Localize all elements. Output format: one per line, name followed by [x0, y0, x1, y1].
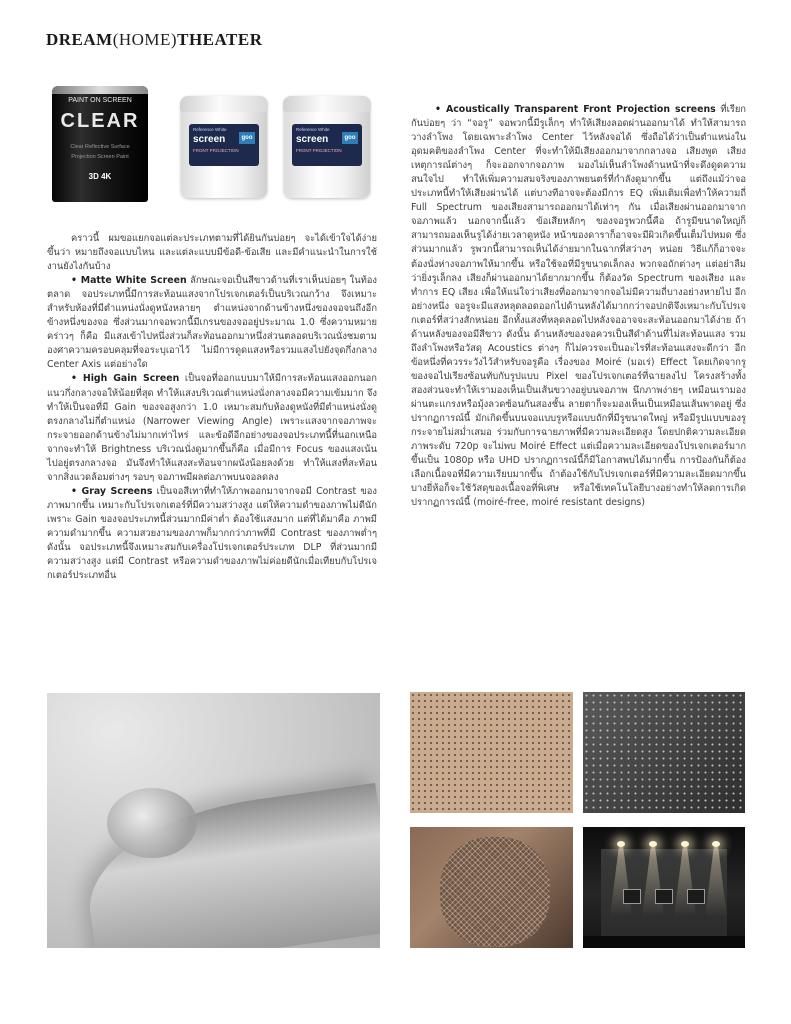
- jar-label-line3: FRONT PROJECTION: [193, 148, 239, 153]
- jar-lid: [180, 96, 268, 112]
- can-rim: [52, 86, 148, 94]
- right-column: [411, 103, 746, 510]
- theater-room-photo: [583, 827, 745, 948]
- room-floor: [583, 936, 745, 948]
- wall-speaker: [687, 889, 705, 904]
- can-subtitle-2: Projection Screen Paint: [71, 154, 129, 160]
- can-subtitle: Clear Reflective Surface: [70, 144, 130, 150]
- gray-screens-paragraph: [47, 485, 377, 583]
- acoustic-heading: • Acoustically Transparent Front Projection screens: [435, 104, 716, 115]
- masthead-dream: DREAM: [46, 30, 113, 49]
- matte-white-paragraph: [47, 274, 377, 372]
- fabric-curl-highlight: [107, 788, 197, 858]
- high-gain-heading: • High Gain Screen: [71, 373, 180, 385]
- jar-label-line2: screen: [296, 134, 329, 145]
- perforated-screen-light-photo: [410, 692, 573, 813]
- gray-screens-text: เป็นจอสีเทาที่ทำให้ภาพออกมาจากจอมี Contrast ของภาพมากขึ้น เหมาะกับโปรเจกเตอร์ที่มีความสว่างสูง แต่ให้ความดำของภาพไม่ดีนัก เพราะ Gain ของจอประเภทนี้ส่วนมากมีค่าต่ำ ต้องใช้แสงมาก แต่ที่ได้มาคือ ภาพมีความดำมากขึ้น ความสวยงามของภาพก็มากกว่าภาพที่มี Contrast ของภาพต่ำๆ ดังนั้น จอประเภทนี้จึงเหมาะสมกับเครื่องโปรเจกเตอร์ประเภท DLP ที่ส่วนมากมีความสว่างสูง แต่มี Contrast หรือความดำของภาพไม่ค่อยดีนักเมื่อเทียบกับโปรเจกเตอร์ประเภทอื่น: [47, 485, 377, 582]
- goo-logo: goo: [342, 132, 358, 144]
- jar-label-line1: Reference White: [296, 127, 330, 132]
- high-gain-paragraph: [47, 372, 377, 484]
- matte-white-text: ลักษณะจอเป็นสีขาวด้านที่เราเห็นบ่อยๆ ในท้องตลาด จอประเภทนี้มีการสะท้อนแสงจากโปรเจกเตอร์เป็นบริเวณกว้าง จึงเหมาะสำหรับห้องที่มีตำแหน่งนั่งดูหนังหลายๆ ตำแหน่งจากด้านข้างหนึ่งของจอจนถึงอีกข้างหนึ่งของจอ ซึ่งส่วนมากจอพวกนี้มีเกรนของจออยู่ประมาณ 1.0 ซึ่งความหมายคร่าวๆ ก็คือ มีแสงเข้าไปหนึ่งส่วนก็สะท้อนออกมาหนึ่งส่วนตลอดบริเวณนั่งชมตามองศาความครอบคลุมที่จอระบุเอาไว้ ไม่มีการดูดแสงหรือรวมแสงไปยังจุดกึ่งกลาง Center Axis แต่อย่างใด: [47, 275, 377, 371]
- ceiling-spotlight: [617, 841, 625, 847]
- ceiling-spotlight: [712, 841, 720, 847]
- left-column: [47, 232, 377, 583]
- paint-jar-photo: [284, 96, 370, 198]
- masthead-home: (HOME): [112, 30, 178, 49]
- paint-can-photo: [52, 86, 148, 202]
- acoustic-text: ที่เรียกกันบ่อยๆ ว่า “จอรู” จอพวกนี้มีรูเล็กๆ ทำให้เสียงลอดผ่านออกมาได้ ทำให้สามารถวางลำโพง โดยเฉพาะลำโพง Center ไว้หลังจอได้ ซึ่งถือได้ว่าเป็นตำแหน่งในอุดมคติของลำโพง Center ที่จะทำให้มีเสียงออกมาจากกลางจอ เสียงพูด เสียงเหตุการณ์ต่างๆ ก็จะออกจากจอภาพ มองไม่เห็นลำโพงด้านหน้าที่จะดึงดูดความสนใจไป ทำให้เพิ่มความสมจริงของภาพยนตร์ที่กำลังดูมากขึ้น แต่ถึงแม้ว่าจอประเภทนี้ทำให้เสียงผ่านได้ แต่บางทีอาจจะต้องมีการ EQ เพิ่มเติมเพื่อทำให้ความถี่ Full Spectrum ของเสียงสามารถออกมาได้เท่าๆ กัน เมื่อเสียงผ่านออกมาจากจอภาพแล้ว นอกจากนี้แล้ว ข้อเสียหลักๆ ของจอรูพวกนี้คือ ถ้ารูมีขนาดใหญ่ก็สามารถมองเห็นรูได้ง่ายเวลาดูหนัง หน้าของดาราก็อาจจะมีผิวเกิดขึ้นเต็มไปหมด ซึ่งส่วนมากแล้ว รูพวกนี้สามารถเห็นได้ง่ายมากในฉากที่สว่างๆ หน่อย วิธีแก้ก็อาจจะต้องนั่งห่างจอภาพให้มากขึ้น หรือใช้จอที่มีรูขนาดเล็กลง พวกจอถักต่างๆ แต่อย่าลืมว่ายิ่งรูเล็กลง เสียงก็ผ่านออกมาได้ยากมากขึ้น ก็ต้องวัด Spectrum ของเสียง และทำการ EQ เสียง เพื่อให้แน่ใจว่าเสียงที่ออกมาจากจอไม่มีความถี่บางอย่างหายไป อีกอย่างหนึ่ง จอรูจะมีแสงหลุดลอดออกไปด้านหลังได้มากกว่าจอปกติจึงเหมาะกับโปรเจกเตอร์ที่สว่างสักหน่อย อีกทั้งแสงที่หลุดลอดไปหลังจออาจจะสะท้อนออกมาได้ง่าย ถ้าด้านหลังของจอมีสีขาว ดังนั้น ด้านหลังของจอควรเป็นสีดำด้านที่ไม่สะท้อนแสง รวมถึงลำโพงหรือวัสดุ Acoustics ต่างๆ ก็ไม่ควรจะเป็นอะไรที่สะท้อนแสงจะดีกว่า อีกข้อหนึ่งที่ควรระวังไว้สำหรับจอรูคือ เรื่องของ Moiré (มอเร่) Effect โดยเกิดจากรูของจอไปเรียงซ้อนทับกับรูปแบบ Pixel ของโปรเจกเตอร์ที่ฉายลงไป โครงสร้างทั้งสองส่วนจะทำให้เรามองเห็นเป็นเส้นขวางอยู่บนจอภาพ นึกภาพง่ายๆ เหมือนเรามองผ่านตะแกรงหรือมุ้งลวดซ้อนกันสองชั้น ลายตาก็จะมองเห็นเป็นเหมือนเส้นพาดอยู่ ซึ่งปรากฏการณ์นี้ มักเกิดขึ้นบนจอแบบรูหรือแบบถักที่มีรูขนาดใหญ่ หรือมีรูปแบบของรูกระจายไม่สม่ำเสมอ ร่วมกับการฉายภาพที่มีความละเอียดสูง โดยปกติความละเอียดภาพระดับ 720p จะไม่พบ Moiré Effect แต่เมื่อความละเอียดของโปรเจกเตอร์มากขึ้นเป็น 1080p หรือ UHD ปรากฏการณ์นี้ก็มีโอกาสพบได้มากขึ้น การป้องกันก็ต้องเลือกเนื้อจอที่มีความเรียบมากขึ้น ถ้าต้องใช้กับโปรเจกเตอร์ที่มีความละเอียดมากขึ้นบางยี่ห้อก็จะใช้วัสดุของเนื้อจอที่พิเศษ หรือใช้เทคโนโลยีบางอย่างทำให้ลดการเกิดปรากฏการณ์นี้ (moiré-free, moiré resistant designs): [411, 104, 746, 509]
- jar-lid: [283, 96, 371, 112]
- ceiling-spotlight: [681, 841, 689, 847]
- ceiling-spotlight: [649, 841, 657, 847]
- perforated-screen-dark-photo: [583, 692, 745, 813]
- jar-label-line3: FRONT PROJECTION: [296, 148, 342, 153]
- can-name: CLEAR: [60, 110, 140, 132]
- jar-label: [189, 124, 259, 166]
- can-badge: 3D 4K: [88, 172, 112, 181]
- wall-speaker: [655, 889, 673, 904]
- masthead: [46, 30, 262, 50]
- high-gain-text: เป็นจอที่ออกแบบมาให้มีการสะท้อนแสงออกนอกแนวกึ่งกลางจอให้น้อยที่สุด ทำให้แสงบริเวณตำแหน่งนั่งกลางจอมีความเข้มมาก จึงทำให้เป็นจอที่มี Gain ของจอสูงกว่า 1.0 เหมาะสมกับห้องดูหนังที่มีตำแหน่งนั่งดูตรงกลางไม่กี่ตำแหน่ง (Narrower Viewing Angle) เพราะแสงจากจอภาพจะกระจายออกด้านข้างไม่มากเท่าไหร่ และข้อดีอีกอย่างของจอประเภทนี้ที่นอกเหนือจากจะทำให้ Brightness บริเวณนั่งดูมากขึ้นก็คือ เมื่อมีการ Focus ของแสงเน้นไปอยู่ตรงกลางจอ มันจึงทำให้แสงสะท้อนจากผนังน้อยลงด้วย ทำให้แสงที่สะท้อนจากสิ่งแวดล้อมต่างๆ รอบๆ จอภาพมีผลต่อภาพบนจอลดลง: [47, 373, 377, 483]
- acoustic-paragraph: [411, 103, 746, 510]
- screen-fabric-photo: [47, 693, 380, 948]
- jar-label: [292, 124, 362, 166]
- jar-label-line2: screen: [193, 134, 226, 145]
- woven-mesh: [440, 837, 550, 947]
- can-brand: PAINT ON SCREEN: [68, 97, 132, 104]
- gray-screens-heading: • Gray Screens: [71, 485, 153, 497]
- wall-speaker: [623, 889, 641, 904]
- paint-jar-photo: [181, 96, 267, 198]
- masthead-theater: THEATER: [177, 30, 263, 49]
- intro-paragraph: คราวนี้ ผมขอแยกจอแต่ละประเภทตามที่ได้ยินกันบ่อยๆ จะได้เข้าใจได้ง่ายขึ้นว่า หมายถึงจอแบบไหน และแต่ละแบบมีข้อดี-ข้อเสีย และมีคำแนะนำในการใช้งานยังไงกันบ้าง: [47, 233, 377, 273]
- woven-screen-photo: [410, 827, 573, 948]
- jar-label-line1: Reference White: [193, 127, 227, 132]
- goo-logo: goo: [239, 132, 255, 144]
- matte-white-heading: • Matte White Screen: [71, 275, 187, 287]
